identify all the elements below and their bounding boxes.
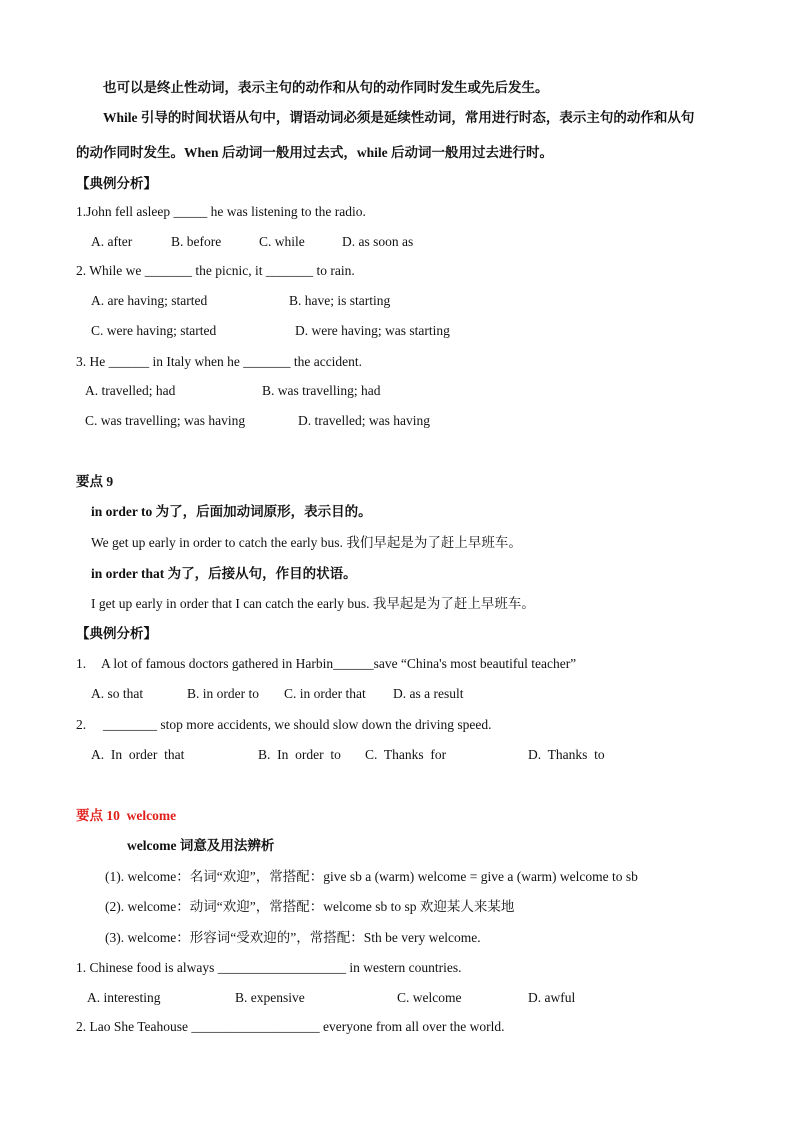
q2-option-c: C. were having; started: [91, 323, 217, 338]
q3-option-a: A. travelled; had: [85, 383, 176, 398]
p9-q1-option-a: A. so that: [91, 686, 144, 701]
p10-q2-stem: 2. Lao She Teahouse ___________________ everyone from all over the world.: [76, 1019, 505, 1034]
p9-q2-option-c: C. Thanks for: [365, 747, 447, 762]
p9-q2-number: 2.: [76, 717, 87, 732]
point9-example-1: We get up early in order to catch the early bus. 我们早起是为了赶上早班车。: [91, 535, 522, 550]
q1-option-a: A. after: [91, 234, 133, 249]
p9-q2-stem: ________ stop more accidents, we should slow down the driving speed.: [103, 717, 492, 732]
p9-q2-option-d: D. Thanks to: [528, 747, 605, 762]
p9-q1-option-d: D. as a result: [393, 686, 464, 701]
p10-q1-option-d: D. awful: [528, 990, 576, 1005]
p10-q1-option-c: C. welcome: [397, 990, 462, 1005]
p10-q1-option-a: A. interesting: [87, 990, 161, 1005]
q1-option-d: D. as soon as: [342, 234, 414, 249]
point10-heading: 要点 10 welcome: [76, 808, 177, 823]
p9-q2-option-b: B. In order to: [258, 747, 341, 762]
q1-option-b: B. before: [171, 234, 222, 249]
q2-option-d: D. were having; was starting: [295, 323, 450, 338]
usage-verb: (2). welcome：动词“欢迎”，常搭配：welcome sb to sp 欢迎某人来某地: [105, 899, 515, 914]
p9-q1-option-b: B. in order to: [187, 686, 259, 701]
p9-q1-stem: A lot of famous doctors gathered in Harbin______save “China's most beautiful teacher”: [101, 656, 577, 671]
point9-rule-1: in order to 为了，后面加动词原形，表示目的。: [91, 504, 372, 519]
point10-subheading: welcome 词意及用法辨析: [127, 838, 275, 853]
intro-line-2: While 引导的时间状语从句中，谓语动词必须是延续性动词，常用进行时态，表示主句的动作和从句: [103, 110, 695, 125]
q3-option-c: C. was travelling; was having: [85, 413, 246, 428]
point9-example-2: I get up early in order that I can catch the early bus. 我早起是为了赶上早班车。: [91, 596, 535, 611]
q2-stem: 2. While we _______ the picnic, it _______ to rain.: [76, 263, 355, 278]
q1-stem: 1.John fell asleep _____ he was listening to the radio.: [76, 204, 366, 219]
q2-option-a: A. are having; started: [91, 293, 208, 308]
section1-heading: 【典例分析】: [76, 176, 157, 191]
q3-option-b: B. was travelling; had: [262, 383, 381, 398]
p9-q2-option-a: A. In order that: [91, 747, 185, 762]
p9-q1-option-c: C. in order that: [284, 686, 366, 701]
p10-q1-option-b: B. expensive: [235, 990, 305, 1005]
q3-stem: 3. He ______ in Italy when he _______ the accident.: [76, 354, 363, 369]
usage-adjective: (3). welcome：形容词“受欢迎的”，常搭配：Sth be very welcome.: [105, 930, 481, 945]
usage-noun: (1). welcome：名词“欢迎”，常搭配：give sb a (warm) welcome = give a (warm) welcome to sb: [105, 869, 638, 884]
q2-option-b: B. have; is starting: [289, 293, 391, 308]
point9-heading: 要点 9: [76, 474, 114, 489]
q1-option-c: C. while: [259, 234, 305, 249]
p10-q1-stem: 1. Chinese food is always ___________________ in western countries.: [76, 960, 462, 975]
point9-rule-2: in order that 为了，后接从句，作目的状语。: [91, 566, 357, 581]
point9-analysis-heading: 【典例分析】: [76, 626, 157, 641]
q3-option-d: D. travelled; was having: [298, 413, 430, 428]
p9-q1-number: 1.: [76, 656, 87, 671]
intro-line-3: 的动作同时发生。When 后动词一般用过去式，while 后动词一般用过去进行时。: [76, 145, 554, 160]
intro-line-1: 也可以是终止性动词，表示主句的动作和从句的动作同时发生或先后发生。: [103, 80, 549, 95]
